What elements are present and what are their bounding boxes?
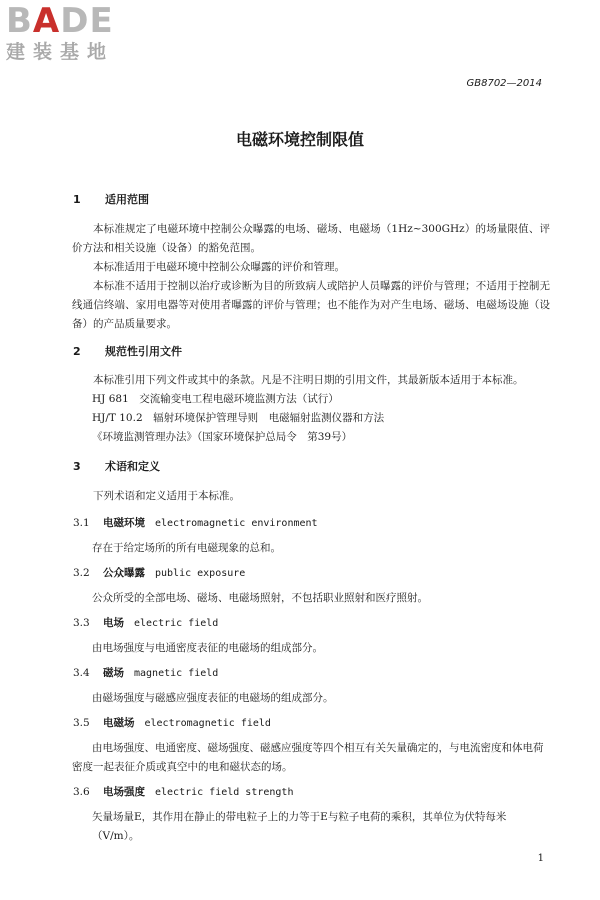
section-number: 1 [73, 193, 81, 206]
term-definition: 由电场强度与电通密度表征的电磁场的组成部分。 [92, 642, 323, 654]
bade-logo [6, 1, 118, 64]
term-english: electromagnetic environment [155, 518, 318, 529]
section-1-paragraph-2: 本标准适用于电磁环境中控制公众曝露的评价和管理。 [93, 261, 345, 273]
logo-subtitle: 建装基地 [6, 41, 115, 63]
term-english: electric field [134, 618, 219, 629]
section-3-heading [73, 458, 160, 474]
term-chinese: 电磁场 [103, 717, 135, 729]
term-heading [73, 715, 271, 730]
section-title: 术语和定义 [105, 460, 160, 473]
term-english: magnetic field [134, 668, 219, 679]
logo-wordmark: BADE [6, 1, 114, 41]
reference-item: HJ/T 10.2 辐射环境保护管理导则 电磁辐射监测仪器和方法 [92, 412, 385, 424]
term-number: 3.3 [73, 617, 90, 629]
term-definition: 公众所受的全部电场、磁场、电磁场照射，不包括职业照射和医疗照射。 [92, 592, 428, 604]
term-heading [73, 665, 218, 680]
section-1-paragraph-3: 本标准不适用于控制以治疗或诊断为目的所致病人或陪护人员曝露的评价与管理；不适用于控制无线通信终端、家用电器等对使用者曝露的评价与管理；也不能作为对产生电场、磁场、电磁场设施（设备）的产品质量要求。 [72, 280, 550, 330]
reference-item: 《环境监测管理办法》（国家环境保护总局令 第39号） [92, 431, 353, 443]
section-title: 适用范围 [105, 193, 149, 206]
term-number: 3.1 [73, 517, 90, 529]
section-title: 规范性引用文件 [105, 345, 182, 358]
term-heading [73, 784, 293, 799]
term-chinese: 电场 [103, 617, 124, 629]
standard-number: GB8702—2014 [466, 78, 542, 89]
term-definition-continued: 密度一起表征介质或真空中的电和磁状态的场。 [72, 761, 293, 773]
section-1-heading [73, 191, 149, 207]
term-english: electromagnetic field [144, 718, 271, 729]
section-2-intro: 本标准引用下列文件或其中的条款。凡是不注明日期的引用文件，其最新版本适用于本标准。 [93, 374, 524, 386]
term-number: 3.6 [73, 786, 90, 798]
section-2-heading [73, 343, 182, 359]
term-chinese: 电场强度 [103, 786, 145, 798]
term-heading [73, 565, 245, 580]
logo-accent-letter: A [32, 1, 61, 41]
term-heading [73, 515, 318, 530]
term-chinese: 电磁环境 [103, 517, 145, 529]
section-number: 2 [73, 345, 81, 358]
section-3-intro: 下列术语和定义适用于本标准。 [93, 490, 240, 502]
term-number: 3.4 [73, 667, 90, 679]
term-english: public exposure [155, 568, 246, 579]
term-heading [73, 615, 218, 630]
term-chinese: 公众曝露 [103, 567, 145, 579]
term-definition: 由磁场强度与磁感应强度表征的电磁场的组成部分。 [92, 692, 334, 704]
reference-item: HJ 681 交流输变电工程电磁环境监测方法（试行） [92, 393, 339, 405]
section-1-paragraph-1: 本标准规定了电磁环境中控制公众曝露的电场、磁场、电磁场（1Hz~300GHz）的场量限值、评价方法和相关设施（设备）的豁免范围。 [72, 223, 550, 254]
term-chinese: 磁场 [103, 667, 124, 679]
page-number: 1 [537, 853, 544, 864]
document-title: 电磁环境控制限值 [235, 130, 364, 149]
term-definition: 由电场强度、电通密度、磁场强度、磁感应强度等四个相互有关矢量确定的，与电流密度和体电荷 [92, 742, 544, 754]
term-english: electric field strength [155, 787, 294, 798]
term-definition: 存在于给定场所的所有电磁现象的总和。 [92, 542, 281, 554]
section-number: 3 [73, 460, 81, 473]
term-definition: 矢量场量E，其作用在静止的带电粒子上的力等于E与粒子电荷的乘积，其单位为伏特每米（V/m）。 [92, 811, 507, 842]
term-number: 3.5 [73, 717, 90, 729]
term-number: 3.2 [73, 567, 90, 579]
